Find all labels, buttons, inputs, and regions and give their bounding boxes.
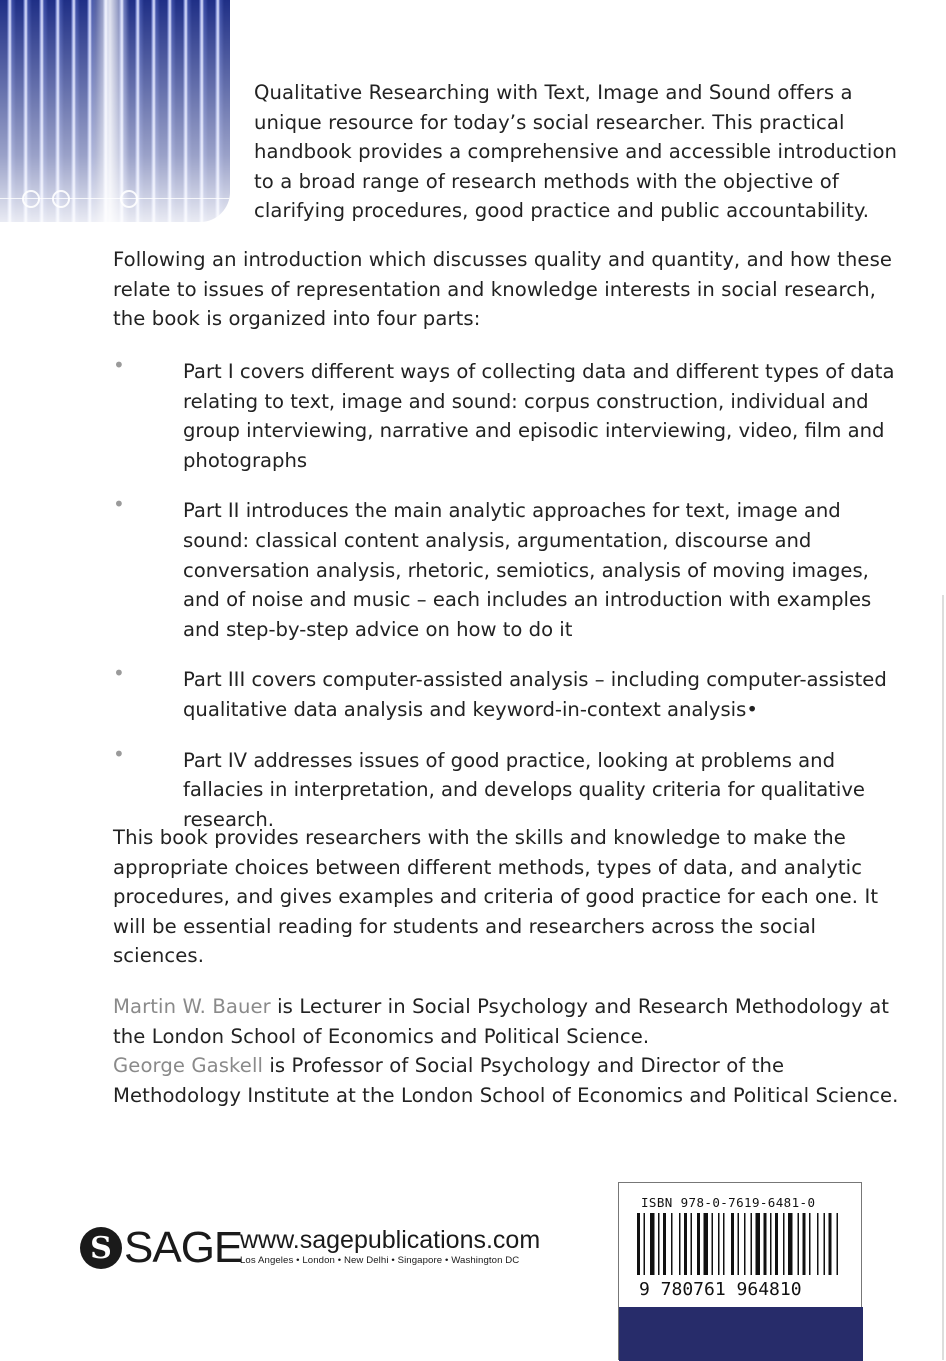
author-name: George Gaskell (113, 1054, 264, 1078)
barcode-bar (770, 1213, 772, 1275)
sage-logo-icon: S (80, 1227, 122, 1269)
barcode-bar (744, 1213, 746, 1275)
intro-paragraph: Qualitative Researching with Text, Image and Sound offers a unique resource for today’s social researcher. This practical handbook provides a comprehensive and accessible introduction to a broad range of research methods with the objective of clarifying procedures, good practice and public accountability. (254, 81, 898, 223)
barcode-bar (783, 1213, 785, 1275)
barcode-bar (691, 1213, 693, 1275)
list-item-text: Part IV addresses issues of good practice, looking at problems and fallacies in interpretation, and develops quality criteria for qualitative research. (183, 748, 865, 831)
barcode-bar (637, 1213, 640, 1275)
cover-art-dot (52, 190, 70, 208)
list-item (113, 353, 903, 475)
sage-logo (80, 1225, 242, 1271)
cover-art-graphic (0, 0, 230, 222)
barcode-bar (663, 1213, 666, 1275)
list-item (113, 661, 903, 724)
author-name: Martin W. Bauer (113, 995, 271, 1018)
isbn-barcode-box (618, 1182, 862, 1360)
author-bio: is Lecturer in Social Psychology and Research Methodology at the London School of Economics and Political Science. (113, 995, 890, 1048)
bullet-icon: • (113, 492, 125, 517)
barcode-bar (684, 1213, 687, 1275)
barcode-bar (751, 1213, 753, 1275)
cover-art-dot (120, 190, 138, 208)
barcode-bar (788, 1213, 793, 1275)
author-bio: is Professor of Social Psychology and Director of the Methodology Institute at the London School of Economics and Political Science. (113, 1054, 899, 1107)
barcode-digits: 9 780761 964810 (639, 1279, 802, 1300)
cover-art-glow (90, 0, 130, 222)
barcode-bar (723, 1213, 725, 1275)
barcode-bar (738, 1213, 740, 1275)
barcode-bar (829, 1213, 832, 1275)
barcode-bar (837, 1213, 839, 1275)
barcode-bar (697, 1213, 700, 1275)
barcode-bar (731, 1213, 734, 1275)
barcode-bar (824, 1213, 826, 1275)
bullet-icon: • (113, 661, 125, 686)
sage-logo-text: SAGE (124, 1223, 243, 1272)
edge-divider (942, 595, 944, 1360)
barcode-bar (756, 1213, 761, 1275)
barcode-bar (798, 1213, 800, 1275)
barcode-bar (809, 1213, 811, 1275)
list-item-text: Part II introduces the main analytic approaches for text, image and sound: classical content analysis, argumentation, discourse and conversation analysis, rhetoric, semiotics, analysis of moving images, and of noise and music – each includes an introduction with examples and step-by-step advice on how to do it (183, 499, 872, 641)
publisher-cities: Los Angeles • London • New Delhi • Singapore • Washington DC (240, 1255, 520, 1266)
barcode-bar (650, 1213, 655, 1275)
barcode-bar (775, 1213, 778, 1275)
barcode-bar (679, 1213, 681, 1275)
barcode-bar (764, 1213, 767, 1275)
publisher-url[interactable]: www.sagepublications.com (240, 1226, 541, 1254)
isbn-label: ISBN 978-0-7619-6481-0 (641, 1195, 816, 1210)
barcode-bar (704, 1213, 709, 1275)
barcode-bar (644, 1213, 646, 1275)
barcode-bar (718, 1213, 720, 1275)
list-item (113, 741, 903, 835)
list-item-text: Part I covers different ways of collecting data and different types of data relating to text, image and sound: corpus construction, individual and group interviewing, narrative and episodic interviewing, video, film and photographs (183, 360, 895, 472)
publisher-info (240, 1226, 540, 1266)
closing-paragraph: This book provides researchers with the skills and knowledge to make the appropriate choices between different methods, types of data, and analytic procedures, and gives examples and criteria of good practice for each one. It will be essential reading for students and researchers across the social sciences. (113, 826, 879, 968)
bullet-icon: • (113, 353, 125, 377)
parts-list (113, 353, 903, 834)
author-bios (113, 992, 903, 1110)
barcode-bar (712, 1213, 714, 1275)
list-item (113, 492, 903, 644)
barcode-bar (803, 1213, 806, 1275)
barcode-bar (671, 1213, 673, 1275)
barcode-icon (637, 1213, 845, 1279)
cover-art-dot (22, 190, 40, 208)
overview-paragraph: Following an introduction which discusses quality and quantity, and how these relate to issues of representation and knowledge interests in social research, the book is organized into four parts: (113, 248, 893, 331)
barcode-bar (658, 1213, 660, 1275)
barcode-bar (817, 1213, 819, 1275)
barcode-band (619, 1307, 863, 1361)
list-item-text: Part III covers computer-assisted analysis – including computer-assisted qualitative data analysis and keyword-in-context analysis• (183, 668, 887, 721)
bullet-icon: • (113, 741, 125, 766)
